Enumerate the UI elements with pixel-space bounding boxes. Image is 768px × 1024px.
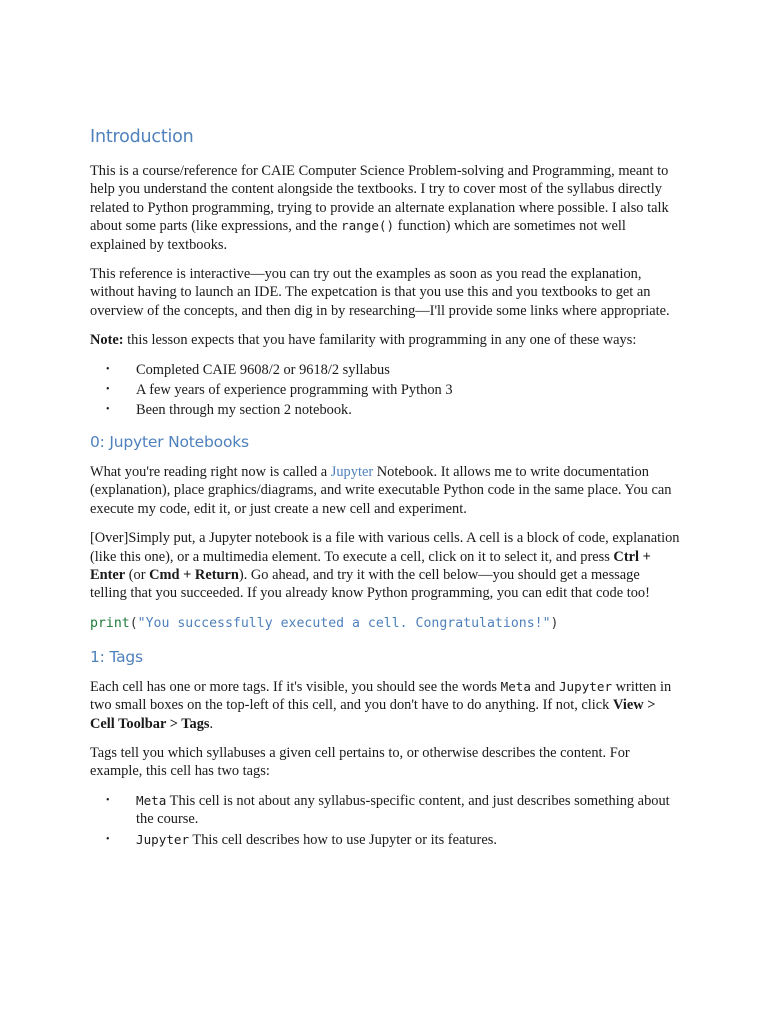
section0-p1-text-b: Notebook. It allows me to write documentation (explanation), place graphics/diagrams, and write executable Python code in the same place. You can execute my code, edit it, or just create a new cell and experiment.	[90, 463, 672, 517]
section0-p2-text-a: [Over]Simply put, a Jupyter notebook is a file with various cells. A cell is a block of code, explanation (like this one), or a multimedia element. To execute a cell, click on it to select it, and press	[90, 530, 680, 565]
intro-paragraph-1	[90, 162, 680, 254]
intro-p1-text-a: This is a course/reference for CAIE Computer Science Problem-solving and Programming, meant to help you understand the content alongside the textbooks. I try to cover most of the syllabus directly related to Python programming, trying to provide an alternate explanation where possible. I also talk about some parts (like expressions, and the	[90, 163, 669, 235]
inline-code-meta: Meta	[500, 678, 531, 694]
list-item-text: Been through my section 2 notebook.	[136, 402, 352, 419]
list-item	[90, 361, 680, 379]
jupyter-link[interactable]: Jupyter	[330, 463, 374, 480]
list-item-text: A few years of experience programming with Python 3	[136, 382, 453, 399]
section1-p1-text-c: written in two small boxes on the top-left of this cell, and you don't have to do anything. If not, click	[90, 678, 672, 714]
tag-code-meta: Meta	[136, 792, 167, 808]
note-text: this lesson expects that you have familarity with programming in any one of these ways:	[123, 332, 637, 349]
inline-code-jupyter: Jupyter	[558, 678, 613, 694]
section0-paragraph-2	[90, 529, 680, 603]
tag-code-jupyter: Jupyter	[136, 831, 190, 847]
heading-tags: 1: Tags	[90, 647, 143, 666]
bullet-icon: •	[106, 404, 110, 416]
inline-code-range: range()	[340, 218, 395, 234]
intro-p1-text-b: function) which are sometimes not well explained by textbooks.	[90, 218, 626, 253]
intro-note	[90, 331, 680, 349]
section0-p2-text-b: (or	[125, 566, 150, 583]
code-open-paren: (	[129, 615, 138, 631]
menu-path: View > Cell Toolbar > Tags	[90, 697, 656, 732]
section1-p1-text-b: and	[530, 678, 559, 695]
bullet-icon: •	[106, 833, 110, 845]
tag-description: This cell describes how to use Jupyter or its features.	[189, 831, 497, 848]
heading-jupyter-notebooks: 0: Jupyter Notebooks	[90, 432, 249, 451]
heading-introduction: Introduction	[90, 127, 194, 147]
code-close-paren: )	[550, 615, 559, 631]
tag-description: This cell is not about any syllabus-specific content, and just describes something about the course.	[136, 792, 670, 828]
list-item	[90, 381, 680, 399]
code-function-name: print	[90, 615, 130, 631]
note-label: Note:	[90, 332, 124, 349]
section0-p1-text-a: What you're reading right now is called a	[90, 463, 331, 480]
intro-paragraph-2: This reference is interactive—you can try out the examples as soon as you read the explanation, without having to launch an IDE. The expetcation is that you use this and you textbooks to get an overview of the concepts, and then dig in by researching—I'll provide some links where appropriate.	[90, 266, 670, 319]
section1-paragraph-1	[90, 678, 680, 733]
section1-p1-text-a: Each cell has one or more tags. If it's visible, you should see the words	[90, 678, 501, 695]
list-item	[90, 831, 680, 849]
section1-paragraph-2: Tags tell you which syllabuses a given cell pertains to, or otherwise describes the content. For example, this cell has two tags:	[90, 744, 630, 780]
shortcut-ctrl-enter: Ctrl + Enter	[90, 548, 651, 583]
bullet-icon: •	[106, 363, 110, 375]
tags-list	[90, 792, 680, 849]
code-string-literal: "You successfully executed a cell. Congratulations!"	[137, 615, 551, 631]
shortcut-cmd-return: Cmd + Return	[149, 566, 239, 583]
list-item-text: Completed CAIE 9608/2 or 9618/2 syllabus	[136, 361, 390, 378]
bullet-icon: •	[106, 794, 110, 806]
code-cell[interactable]	[90, 614, 680, 634]
list-item	[90, 792, 680, 829]
section1-p1-text-d: .	[209, 715, 214, 732]
list-item	[90, 401, 680, 419]
bullet-icon: •	[106, 384, 110, 396]
document-page	[90, 124, 680, 860]
prerequisite-list	[90, 361, 680, 420]
section0-p2-text-c: ). Go ahead, and try it with the cell below—you should get a message telling that you succeeded. If you already know Python programming, you can edit that code too!	[90, 566, 650, 602]
section0-paragraph-1	[90, 463, 680, 518]
